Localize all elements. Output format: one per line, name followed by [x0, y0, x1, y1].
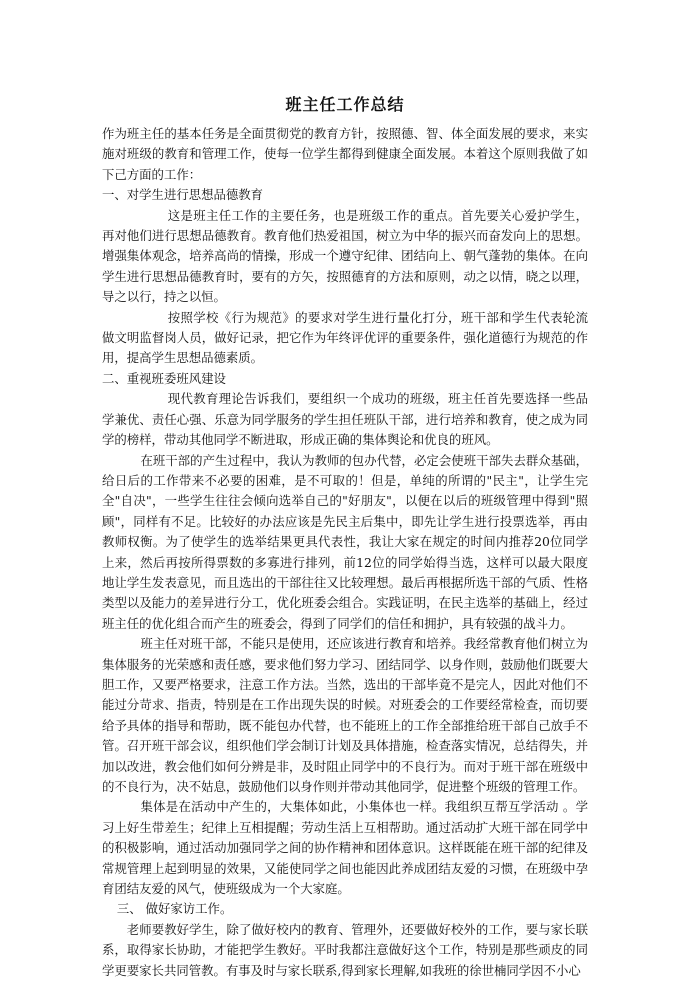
- section-heading-2: 二、重视班委班风建设: [102, 370, 226, 386]
- paragraph: 这是班主任工作的主要任务，也是班级工作的重点。首先要关心爱护学生，再对他们进行思想品德教育。教育他们热爱祖国，树立为中华的振兴而奋发向上的思想。增强集体观念，培养高尚的情操，形成一个遵守纪律、团结向上、朝气蓬勃的集体。在向学生进行思想品德教育时，要有的方矢，按照德育的方法和原则，动之以情，晓之以理，导之以行，持之以恒。: [102, 207, 588, 305]
- paragraph: 现代教育理论告诉我们，要组织一个成功的班级，班主任首先要选择一些品学兼优、责任心强、乐意为同学服务的学生担任班队干部，进行培养和教育，使之成为同学的榜样，带动其他同学不断进取，形成正确的集体舆论和优良的班风。: [102, 391, 588, 448]
- document-body: [102, 124, 588, 981]
- section-heading-1: 一、对学生进行思想品德教育: [102, 187, 264, 203]
- paragraph-intro: 作为班主任的基本任务是全面贯彻党的教育方针，按照德、智、体全面发展的要求，来实施对班级的教育和管理工作，使每一位学生都得到健康全面发展。本着这个原则我做了如下己方面的工作：: [102, 126, 588, 182]
- paragraph: 老师要教好学生，除了做好校内的教育、管理外，还要做好校外的工作，要与家长联系，取得家长协助，才能把学生教好。平时我都注意做好这个工作，特别是那些顽皮的同学更要家长共同管教。有事及时与家长联系,得到家长理解,如我班的徐世楠同学因不小心: [102, 921, 588, 978]
- page-title: 班主任工作总结: [285, 95, 405, 114]
- paragraph: 按照学校《行为规范》的要求对学生进行量化打分，班干部和学生代表轮流做文明监督岗人员，做好记录，把它作为年终评优评的重要条件，强化道德行为规范的作用，提高学生思想品德素质。: [102, 309, 588, 366]
- paragraph: 班主任对班干部，不能只是使用，还应该进行教育和培养。我经常教育他们树立为集体服务的光荣感和责任感，要求他们努力学习、团结同学、以身作则，鼓励他们既要大胆工作，又要严格要求，注意工作方法。当然，选出的干部毕竟不是完人，因此对他们不能过分苛求、指责，特别是在工作出现失误的时候。对班委会的工作要经常检查，而切要给予具体的指导和帮助，既不能包办代替，也不能班上的工作全部推给班干部自己放手不管。召开班干部会议，组织他们学会制订计划及具体措施，检查落实情况，总结得失，并加以改进，教会他们如何分辨是非，及时阻止同学中的不良行为。而对于班干部在班级中的不良行为，决不姑息，鼓励他们以身作则并带动其他同学，促进整个班级的管理工作。: [102, 636, 588, 794]
- paragraph: 集体是在活动中产生的，大集体如此，小集体也一样。我组织互帮互学活动 。学习上好生带差生；纪律上互相提醒；劳动生活上互相帮助。通过活动扩大班干部在同学中的积极影响，通过活动加强同学之间的协作精神和团体意识。这样既能在班干部的纪律及常规管理上起到明显的效果，又能使同学之间也能因此养成团结友爱的习惯，在班级中孕育团结友爱的风气，使班级成为一个大家庭。: [102, 799, 588, 897]
- section-heading-3: 三、 做好家访工作。: [116, 901, 233, 917]
- paragraph: 在班干部的产生过程中，我认为教师的包办代替，必定会使班干部失去群众基础，给日后的工作带来不必要的困难，是不可取的！但是，单纯的所谓的"民主"，让学生完全"自决"，一些学生往往会倾向选举自己的"好朋友"，以便在以后的班级管理中得到"照顾"，同样有不足。比较好的办法应该是先民主后集中，即先让学生进行投票选举，再由教师权衡。为了使学生的选举结果更具代表性，我让大家在规定的时间内推荐20位同学上来，然后再按所得票数的多寡进行排列，前12位的同学始得当选，这样可以最大限度地让学生发表意见，而且选出的干部往往又比较理想。最后再根据所选干部的气质、性格类型以及能力的差异进行分工，优化班委会组合。实践证明，在民主选举的基础上，经过班主任的优化组合而产生的班委会，得到了同学们的信任和拥护，具有较强的战斗力。: [102, 452, 588, 631]
